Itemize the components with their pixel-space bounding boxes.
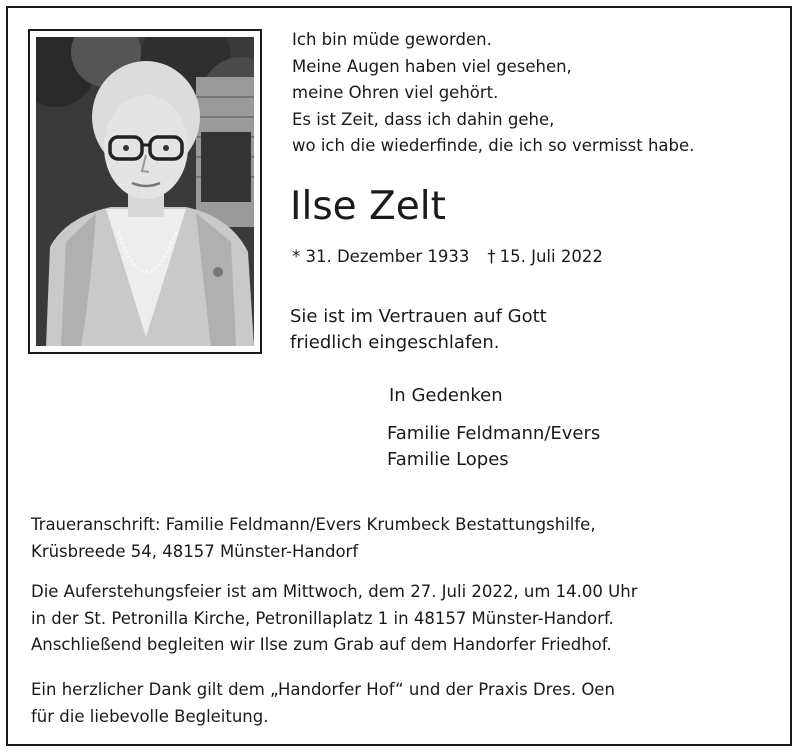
poem-line: wo ich die wiederfinde, die ich so vermisst habe. (292, 136, 695, 155)
cross-icon: † (487, 247, 496, 266)
ceremony-line: Anschließend begleiten wir Ilse zum Grab auf dem Handorfer Friedhof. (31, 635, 612, 654)
deceased-name: Ilse Zelt (290, 184, 446, 229)
ceremony-line: in der St. Petronilla Kirche, Petronillaplatz 1 in 48157 Münster-Handorf. (31, 608, 614, 628)
faith-line: friedlich eingeschlafen. (290, 332, 500, 353)
poem-line: Es ist Zeit, dass ich dahin gehe, (292, 109, 555, 129)
thanks-line: Ein herzlicher Dank gilt dem „Handorfer Hof“ und der Praxis Dres. Oen (31, 680, 615, 699)
mourning-families (387, 421, 600, 473)
mourning-address (31, 512, 596, 565)
birth-date: * 31. Dezember 1933 (292, 247, 470, 266)
poem-line: Meine Augen haben viel gesehen, (292, 56, 572, 76)
ceremony-line: Die Auferstehungsfeier ist am Mittwoch, dem 27. Juli 2022, um 14.00 Uhr (31, 582, 638, 601)
thanks-note (31, 677, 615, 730)
poem (292, 27, 694, 160)
memory-heading: In Gedenken (389, 385, 503, 406)
death-date: 15. Juli 2022 (499, 247, 603, 266)
ceremony-info (31, 579, 637, 659)
thanks-line: für die liebevolle Begleitung. (31, 706, 269, 726)
address-line: Krüsbreede 54, 48157 Münster-Handorf (31, 541, 359, 561)
life-dates (292, 244, 603, 270)
poem-line: Ich bin müde geworden. (292, 30, 492, 49)
portrait-image (36, 37, 254, 346)
faith-statement (290, 304, 547, 356)
family-name: Familie Lopes (387, 449, 509, 470)
address-line: Traueranschrift: Familie Feldmann/Evers Krumbeck Bestattungshilfe, (31, 515, 596, 534)
portrait-photo (28, 29, 262, 354)
faith-line: Sie ist im Vertrauen auf Gott (290, 306, 547, 327)
poem-line: meine Ohren viel gehört. (292, 83, 499, 102)
family-name: Familie Feldmann/Evers (387, 423, 601, 444)
